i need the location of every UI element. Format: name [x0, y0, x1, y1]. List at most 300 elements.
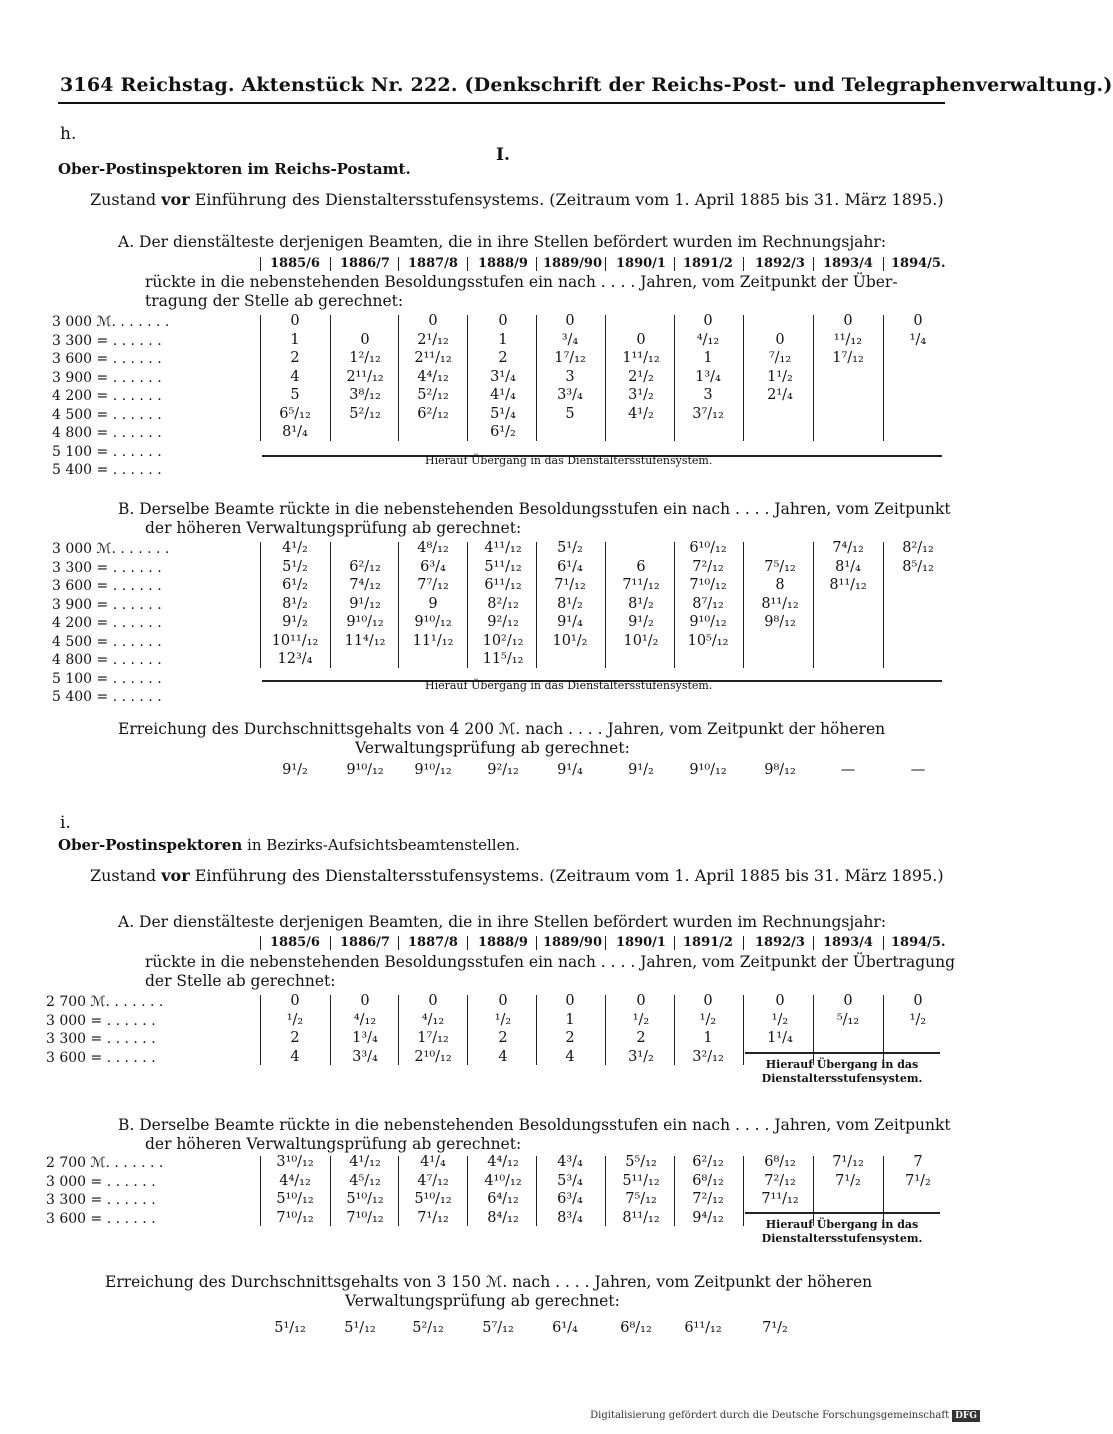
column-separator — [883, 936, 884, 950]
avg-value: — — [910, 762, 926, 778]
table-cell: ⁴/₁₂ — [696, 331, 720, 348]
table-cell: 2 — [498, 350, 508, 366]
table-cell: 9¹⁰/₁₂ — [346, 614, 384, 630]
table-cell: 4 — [290, 1048, 300, 1065]
table-cell: 6⁸/₁₂ — [764, 1154, 796, 1170]
table-cell: 11⁵/₁₂ — [482, 651, 524, 667]
table-cell: 7¹⁰/₁₂ — [346, 1209, 384, 1226]
table-cell: 5¹⁰/₁₂ — [276, 1191, 314, 1207]
i-avg-text1: Erreichung des Durchschnittsgehalts von 3 150 ℳ. nach . . . . Jahren, vom Zeitpunkt der höheren — [105, 1273, 873, 1291]
table-cell: 0 — [360, 993, 370, 1009]
table-cell: 0 — [428, 313, 438, 329]
table-cell: ¹/₂ — [632, 1011, 650, 1028]
column-separator — [260, 936, 261, 950]
column-separator — [883, 542, 884, 668]
table-cell: 0 — [290, 313, 300, 329]
column-separator — [883, 315, 884, 441]
h-a-text2: rückte in die nebenstehenden Besoldungsstufen ein nach . . . . Jahren, vom Zeitpunkt der Über- — [145, 273, 898, 291]
table-cell: 6⁴/₁₂ — [487, 1191, 519, 1207]
table-cell: ¹/₂ — [494, 1011, 512, 1028]
table-cell: 1 — [703, 1030, 713, 1046]
table-cell: 8¹¹/₁₂ — [761, 595, 799, 612]
page-header: 3164 Reichstag. Aktenstück Nr. 222. (Denkschrift der Reichs-Post- und Telegraphenverwaltung.) — [60, 74, 1113, 96]
avg-value: 9¹⁰/₁₂ — [346, 762, 384, 778]
table-cell: 7⁴/₁₂ — [832, 540, 864, 556]
table-cell: 4¹/₄ — [420, 1154, 446, 1170]
table-cell: 6¹/₂ — [282, 577, 308, 593]
avg-value: 9¹/₂ — [628, 762, 654, 778]
table-cell: 8¹/₂ — [628, 595, 654, 612]
table-cell: 5¹/₂ — [282, 558, 308, 575]
table-cell: 1²/₁₂ — [349, 350, 381, 366]
table-cell: 8³/₄ — [557, 1209, 583, 1226]
avg-value: 9¹⁰/₁₂ — [414, 762, 452, 778]
column-separator — [260, 542, 261, 668]
table-cell: 0 — [775, 331, 785, 348]
avg-value: 9¹/₂ — [282, 762, 308, 778]
table-cell: 1¹/₂ — [767, 368, 793, 385]
table-cell: 0 — [703, 313, 713, 329]
h-year-header — [0, 256, 1000, 272]
column-separator — [605, 315, 606, 441]
table-cell: 0 — [360, 331, 370, 348]
i-avg-values — [0, 1320, 1000, 1340]
table-cell: 3¹/₂ — [628, 387, 654, 403]
year-header-cell: 1886/7 — [340, 256, 390, 271]
section-i-subject — [58, 836, 520, 854]
table-cell: 8 — [775, 577, 785, 593]
table-cell: ¹¹/₁₂ — [833, 331, 863, 348]
section-h-subject — [58, 160, 411, 178]
context-post: Einführung des Dienstaltersstufensystems. (Zeitraum vom 1. April 1885 bis 31. März 1895.) — [189, 190, 944, 209]
table-cell: 7²/₁₂ — [764, 1172, 796, 1189]
table-cell: 7 — [913, 1154, 923, 1170]
year-header-cell: 1893/4 — [823, 256, 873, 271]
year-header-cell: 1892/3 — [755, 935, 805, 950]
table-cell: 1 — [703, 350, 713, 366]
column-separator — [536, 542, 537, 668]
subject-rest: in Bezirks-Aufsichtsbeamtenstellen. — [242, 836, 520, 854]
table-cell: 2 — [636, 1030, 646, 1046]
table-cell: ⁷/₁₂ — [768, 350, 792, 366]
table-cell: 4⁵/₁₂ — [349, 1172, 381, 1189]
column-separator — [398, 1156, 399, 1226]
column-separator — [467, 257, 468, 271]
table-cell: 7¹⁰/₁₂ — [276, 1209, 314, 1226]
salary-label: 3 600 = . . . . . . — [46, 1210, 156, 1227]
avg-value: 9²/₁₂ — [487, 762, 519, 778]
year-header-cell: 1894/5. — [891, 256, 946, 271]
column-separator — [398, 315, 399, 441]
table-cell: 8¹/₂ — [557, 595, 583, 612]
table-cell: 6¹/₂ — [490, 424, 516, 440]
section-mark-i: i. — [60, 813, 71, 833]
h-a-brace-note: Hierauf Übergang in das Dienstaltersstufensystem. — [425, 454, 713, 467]
column-separator — [813, 1156, 814, 1226]
table-cell: 3³/₄ — [557, 387, 583, 403]
table-cell: 5¹/₂ — [557, 540, 583, 556]
table-cell: 4⁴/₁₂ — [487, 1154, 519, 1170]
year-header-cell: 1891/2 — [683, 935, 733, 950]
year-header-cell: 1888/9 — [478, 256, 528, 271]
table-cell: 1³/₄ — [695, 368, 721, 385]
i-a-brace-note: Hierauf Übergang in das Dienstaltersstufensystem. — [761, 1058, 923, 1085]
table-cell: ⁵/₁₂ — [836, 1011, 860, 1028]
column-separator — [467, 936, 468, 950]
table-cell: 7⁵/₁₂ — [764, 558, 796, 575]
year-header-cell: 1894/5. — [891, 935, 946, 950]
i-year-header — [0, 935, 1000, 951]
column-separator — [743, 995, 744, 1065]
context-post: Einführung des Dienstaltersstufensystems. (Zeitraum vom 1. April 1885 bis 31. März 1895.) — [189, 866, 944, 885]
table-cell: 5²/₁₂ — [417, 387, 449, 403]
table-cell: 4¹¹/₁₂ — [484, 540, 522, 556]
table-cell: 12³/₄ — [277, 651, 313, 667]
table-cell: 1⁷/₁₂ — [832, 350, 864, 366]
column-separator — [743, 542, 744, 668]
table-cell: 6⁵/₁₂ — [279, 405, 311, 422]
column-separator — [605, 257, 606, 271]
table-cell: 0 — [428, 993, 438, 1009]
i-b-brace — [745, 1212, 940, 1214]
table-cell: 9 — [428, 595, 438, 612]
table-cell: 7¹¹/₁₂ — [761, 1191, 799, 1207]
table-cell: 5³/₄ — [557, 1172, 583, 1189]
h-b-table — [0, 540, 1000, 670]
salary-label: 4 200 = . . . . . . — [52, 615, 162, 631]
avg-value: 9¹⁰/₁₂ — [689, 762, 727, 778]
table-cell: 5 — [290, 387, 300, 403]
table-cell: 1⁷/₁₂ — [417, 1030, 449, 1046]
table-cell: 2 — [290, 1030, 300, 1046]
column-separator — [260, 315, 261, 441]
table-cell: 2¹/₄ — [767, 387, 793, 403]
h-a-table — [0, 313, 1000, 443]
salary-label: 3 600 = . . . . . . — [52, 351, 162, 367]
column-separator — [674, 1156, 675, 1226]
table-cell: 6 — [636, 558, 646, 575]
avg-value: 9¹/₄ — [557, 762, 583, 778]
column-separator — [674, 542, 675, 668]
table-cell: 9¹/₂ — [282, 614, 308, 630]
h-avg-text1: Erreichung des Durchschnittsgehalts von 4 200 ℳ. nach . . . . Jahren, vom Zeitpunkt der höheren — [118, 720, 886, 738]
table-cell: 7¹/₂ — [905, 1172, 931, 1189]
column-separator — [883, 995, 884, 1065]
table-cell: 0 — [775, 993, 785, 1009]
table-cell: 10⁵/₁₂ — [687, 632, 729, 649]
table-cell: 9¹/₄ — [557, 614, 583, 630]
column-separator — [674, 257, 675, 271]
year-header-cell: 1890/1 — [616, 256, 666, 271]
salary-label: 3 300 = . . . . . . — [52, 559, 162, 576]
header-rule — [58, 102, 945, 104]
subject-bold: Ober-Postinspektoren — [58, 836, 243, 854]
column-separator — [398, 936, 399, 950]
table-cell: 7²/₁₂ — [692, 558, 724, 575]
column-separator — [467, 1156, 468, 1226]
salary-label: 3 000 ℳ. . . . . . . — [52, 541, 170, 557]
table-cell: 2 — [498, 1030, 508, 1046]
salary-label: 3 300 = . . . . . . — [46, 1031, 156, 1047]
section-i-context — [90, 866, 944, 885]
salary-label: 4 200 = . . . . . . — [52, 388, 162, 404]
table-cell: 0 — [498, 993, 508, 1009]
column-separator — [398, 257, 399, 271]
footer — [590, 1410, 980, 1422]
table-cell: 8¹¹/₁₂ — [829, 577, 867, 593]
column-separator — [605, 936, 606, 950]
column-separator — [330, 995, 331, 1065]
roman-numeral: I. — [496, 145, 510, 165]
table-cell: 0 — [636, 993, 646, 1009]
column-separator — [674, 315, 675, 441]
avg-value: 6⁸/₁₂ — [620, 1320, 652, 1336]
column-separator — [813, 542, 814, 668]
avg-value: 5⁷/₁₂ — [482, 1320, 514, 1336]
table-cell: 7²/₁₂ — [692, 1191, 724, 1207]
table-cell: 10¹/₂ — [552, 632, 588, 649]
year-header-cell: 1892/3 — [755, 256, 805, 271]
table-cell: 3¹⁰/₁₂ — [276, 1154, 314, 1170]
avg-value: 5¹/₁₂ — [344, 1320, 376, 1336]
h-b-text2: der höheren Verwaltungsprüfung ab gerechnet: — [145, 519, 522, 537]
table-cell: 11⁴/₁₂ — [344, 632, 386, 649]
table-cell: 9⁴/₁₂ — [692, 1209, 724, 1226]
table-cell: 5¹⁰/₁₂ — [414, 1191, 452, 1207]
table-cell: 0 — [565, 313, 575, 329]
table-cell: 4¹/₂ — [628, 405, 654, 422]
column-separator — [330, 542, 331, 668]
column-separator — [674, 936, 675, 950]
table-cell: 3⁷/₁₂ — [692, 405, 724, 422]
table-cell: 0 — [565, 993, 575, 1009]
subject-bold: Ober-Postinspektoren im Reichs-Postamt. — [58, 160, 411, 178]
salary-label: 2 700 ℳ. . . . . . . — [46, 994, 164, 1010]
table-cell: 1³/₄ — [352, 1030, 378, 1046]
i-a-brace — [745, 1052, 940, 1054]
column-separator — [813, 995, 814, 1065]
column-separator — [883, 1156, 884, 1226]
context-bold: vor — [161, 866, 190, 885]
context-bold: vor — [161, 190, 190, 209]
i-a-intro: A. Der dienstälteste derjenigen Beamten, die in ihre Stellen befördert wurden im Rechnungsjahr: — [118, 913, 887, 931]
column-separator — [674, 995, 675, 1065]
column-separator — [813, 315, 814, 441]
table-cell: 2¹/₁₂ — [417, 331, 449, 348]
i-b-text2: der höheren Verwaltungsprüfung ab gerechnet: — [145, 1135, 522, 1153]
table-cell: 0 — [498, 313, 508, 329]
table-cell: ¹/₂ — [699, 1011, 717, 1028]
year-header-cell: 1887/8 — [408, 935, 458, 950]
table-cell: 4¹/₂ — [282, 540, 308, 556]
table-cell: 1 — [565, 1011, 575, 1028]
table-cell: 9¹⁰/₁₂ — [689, 614, 727, 630]
salary-label: 3 000 = . . . . . . — [46, 1012, 156, 1029]
column-separator — [605, 995, 606, 1065]
h-b-intro: B. Derselbe Beamte rückte in die nebenstehenden Besoldungsstufen ein nach . . . . Jahren, vom Zeitpunkt — [118, 500, 951, 518]
table-cell: ¹/₄ — [909, 331, 927, 348]
column-separator — [536, 1156, 537, 1226]
table-cell: 8²/₁₂ — [902, 540, 934, 556]
table-cell: 4⁷/₁₂ — [417, 1172, 449, 1189]
year-header-cell: 1890/1 — [616, 935, 666, 950]
table-cell: 2¹¹/₁₂ — [414, 350, 452, 366]
table-cell: 4 — [498, 1048, 508, 1065]
section-mark-h: h. — [60, 124, 77, 144]
table-cell: 6²/₁₂ — [417, 405, 449, 422]
table-cell: 5¹¹/₁₂ — [484, 558, 522, 575]
table-cell: 0 — [703, 993, 713, 1009]
column-separator — [743, 257, 744, 271]
avg-value: 6¹¹/₁₂ — [684, 1320, 722, 1336]
column-separator — [813, 257, 814, 271]
table-cell: 0 — [290, 993, 300, 1009]
table-cell: 3¹/₂ — [628, 1048, 654, 1065]
table-cell: 0 — [843, 993, 853, 1009]
table-cell: 10¹¹/₁₂ — [271, 632, 319, 649]
salary-label: 5 400 = . . . . . . — [52, 462, 162, 478]
table-cell: 4 — [290, 368, 300, 385]
column-separator — [883, 257, 884, 271]
table-cell: 6³/₄ — [420, 558, 446, 575]
table-cell: 4¹/₄ — [490, 387, 516, 403]
salary-label: 2 700 ℳ. . . . . . . — [46, 1155, 164, 1171]
avg-value: 5²/₁₂ — [412, 1320, 444, 1336]
column-separator — [398, 995, 399, 1065]
salary-label: 5 100 = . . . . . . — [52, 670, 162, 687]
avg-value: 9⁸/₁₂ — [764, 762, 796, 778]
column-separator — [260, 257, 261, 271]
table-cell: ⁴/₁₂ — [353, 1011, 377, 1028]
table-cell: 8⁵/₁₂ — [902, 558, 934, 575]
table-cell: 4⁴/₁₂ — [417, 368, 449, 385]
table-cell: 8⁴/₁₂ — [487, 1209, 519, 1226]
column-separator — [467, 315, 468, 441]
table-cell: 5 — [565, 405, 575, 422]
avg-value: 5¹/₁₂ — [274, 1320, 306, 1336]
table-cell: 7¹/₁₂ — [554, 577, 586, 593]
column-separator — [330, 315, 331, 441]
table-cell: ¹/₂ — [286, 1011, 304, 1028]
column-separator — [743, 1156, 744, 1226]
table-cell: 0 — [913, 993, 923, 1009]
table-cell: ³/₄ — [561, 331, 579, 348]
table-cell: 5¹/₄ — [490, 405, 516, 422]
dfg-logo-icon: DFG — [952, 1410, 980, 1422]
salary-label: 4 800 = . . . . . . — [52, 652, 162, 668]
i-avg-text2: Verwaltungsprüfung ab gerechnet: — [345, 1292, 620, 1310]
table-cell: 7⁴/₁₂ — [349, 577, 381, 593]
table-cell: 4¹⁰/₁₂ — [484, 1172, 522, 1189]
table-cell: 5¹⁰/₁₂ — [346, 1191, 384, 1207]
table-cell: 0 — [843, 313, 853, 329]
table-cell: 7⁵/₁₂ — [625, 1191, 657, 1207]
table-cell: 6³/₄ — [557, 1191, 583, 1207]
table-cell: 4 — [565, 1048, 575, 1065]
column-separator — [260, 995, 261, 1065]
avg-value: 6¹/₄ — [552, 1320, 578, 1336]
year-header-cell: 1887/8 — [408, 256, 458, 271]
table-cell: 2¹¹/₁₂ — [346, 368, 384, 385]
table-cell: 6²/₁₂ — [692, 1154, 724, 1170]
table-cell: 1⁷/₁₂ — [554, 350, 586, 366]
salary-label: 3 000 = . . . . . . — [46, 1173, 156, 1190]
table-cell: 8⁷/₁₂ — [692, 595, 724, 612]
table-cell: 0 — [636, 331, 646, 348]
table-cell: ⁴/₁₂ — [421, 1011, 445, 1028]
column-separator — [330, 936, 331, 950]
table-cell: 3³/₄ — [352, 1048, 378, 1065]
table-cell: 2 — [565, 1030, 575, 1046]
table-cell: 5²/₁₂ — [349, 405, 381, 422]
table-cell: 3²/₁₂ — [692, 1048, 724, 1065]
column-separator — [536, 257, 537, 271]
salary-label: 3 300 = . . . . . . — [46, 1192, 156, 1208]
table-cell: 7¹/₁₂ — [832, 1154, 864, 1170]
avg-value: — — [840, 762, 856, 778]
i-b-intro: B. Derselbe Beamte rückte in die nebenstehenden Besoldungsstufen ein nach . . . . Jahren, vom Zeitpunkt — [118, 1116, 951, 1134]
h-a-text3: tragung der Stelle ab gerechnet: — [145, 292, 404, 310]
table-cell: 1 — [498, 331, 508, 348]
h-avg-text2: Verwaltungsprüfung ab gerechnet: — [355, 739, 630, 757]
salary-label: 3 900 = . . . . . . — [52, 369, 162, 386]
table-cell: 10¹/₂ — [623, 632, 659, 649]
table-cell: 1¹¹/₁₂ — [622, 350, 660, 366]
year-header-cell: 1889/90 — [543, 256, 603, 271]
table-cell: 6¹/₄ — [557, 558, 583, 575]
table-cell: 6⁸/₁₂ — [692, 1172, 724, 1189]
context-pre: Zustand — [90, 190, 162, 209]
table-cell: 2¹/₂ — [628, 368, 654, 385]
salary-label: 5 400 = . . . . . . — [52, 689, 162, 705]
table-cell: 9¹/₂ — [628, 614, 654, 630]
table-cell: 7¹/₂ — [835, 1172, 861, 1189]
column-separator — [813, 936, 814, 950]
salary-label: 3 900 = . . . . . . — [52, 596, 162, 613]
year-header-cell: 1885/6 — [270, 935, 320, 950]
year-header-cell: 1886/7 — [340, 935, 390, 950]
table-cell: 9²/₁₂ — [487, 614, 519, 630]
year-header-cell: 1888/9 — [478, 935, 528, 950]
table-cell: 6¹¹/₁₂ — [484, 577, 522, 593]
table-cell: 5⁵/₁₂ — [625, 1154, 657, 1170]
column-separator — [536, 936, 537, 950]
table-cell: 4³/₄ — [557, 1154, 583, 1170]
i-a-text2: rückte in die nebenstehenden Besoldungsstufen ein nach . . . . Jahren, vom Zeitpunkt der Übertragung — [145, 953, 956, 971]
salary-label: 3 000 ℳ. . . . . . . — [52, 314, 170, 330]
year-header-cell: 1885/6 — [270, 256, 320, 271]
table-cell: 4¹/₁₂ — [349, 1154, 381, 1170]
table-cell: ¹/₂ — [909, 1011, 927, 1028]
salary-label: 4 500 = . . . . . . — [52, 633, 162, 650]
table-cell: 6²/₁₂ — [349, 558, 381, 575]
column-separator — [536, 995, 537, 1065]
column-separator — [260, 1156, 261, 1226]
section-h-context — [90, 190, 944, 209]
column-separator — [605, 542, 606, 668]
footer-text: Digitalisierung gefördert durch die Deutsche Forschungsgemeinschaft — [590, 1410, 950, 1421]
table-cell: 3 — [703, 387, 713, 403]
column-separator — [330, 1156, 331, 1226]
salary-label: 4 500 = . . . . . . — [52, 406, 162, 423]
table-cell: 2 — [290, 350, 300, 366]
table-cell: 4⁸/₁₂ — [417, 540, 449, 556]
column-separator — [536, 315, 537, 441]
year-header-cell: 1889/90 — [543, 935, 603, 950]
avg-value: 7¹/₂ — [762, 1320, 788, 1336]
table-cell: 8¹/₄ — [282, 424, 308, 440]
column-separator — [743, 315, 744, 441]
